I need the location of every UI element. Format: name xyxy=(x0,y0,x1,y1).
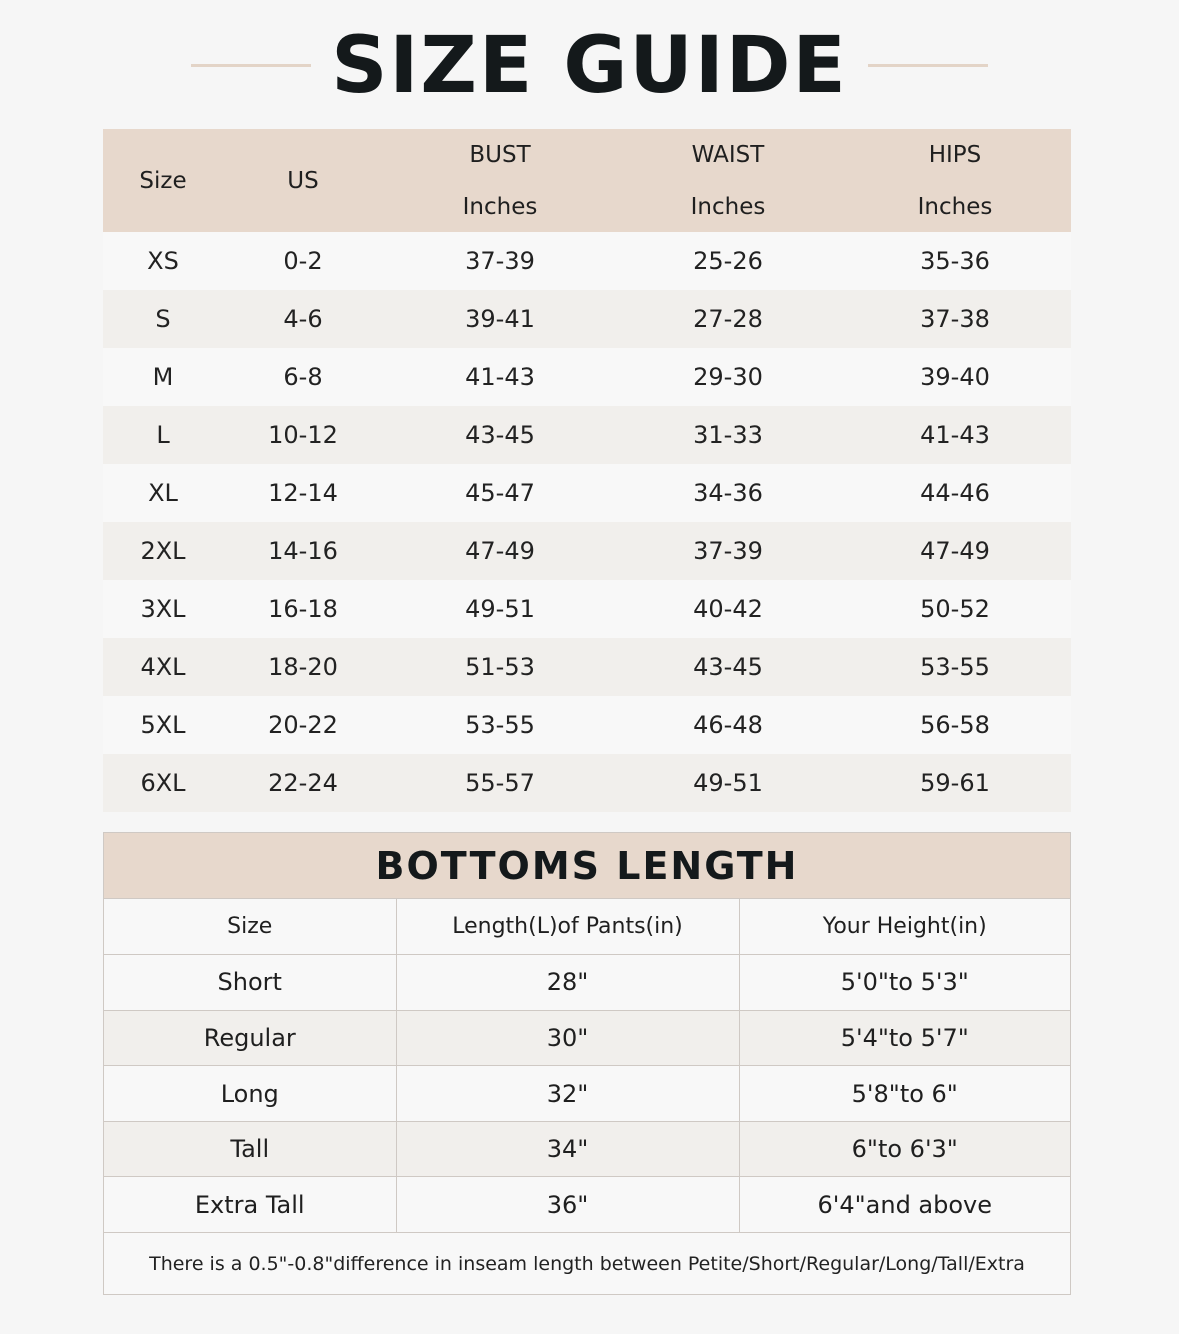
size-chart-header-row xyxy=(103,129,1071,232)
cell-size: M xyxy=(152,363,174,391)
cell-bust: 43-45 xyxy=(465,421,535,449)
bottoms-cell-size: Tall xyxy=(104,1121,396,1177)
bottoms-length-section xyxy=(103,832,1071,1295)
cell-bust: 37-39 xyxy=(465,247,535,275)
cell-size: 4XL xyxy=(140,653,186,681)
table-row xyxy=(104,1177,1070,1233)
bottoms-cell-size: Regular xyxy=(104,1010,396,1066)
cell-hips: 39-40 xyxy=(920,363,990,391)
bottoms-length-header xyxy=(104,833,1070,899)
cell-hips: 56-58 xyxy=(920,711,990,739)
cell-waist: 49-51 xyxy=(693,769,763,797)
table-row xyxy=(103,348,1071,406)
cell-bust: 39-41 xyxy=(465,305,535,333)
cell-hips: 47-49 xyxy=(920,537,990,565)
cell-hips: 59-61 xyxy=(920,769,990,797)
cell-hips: 41-43 xyxy=(920,421,990,449)
table-row xyxy=(103,522,1071,580)
cell-us: 6-8 xyxy=(283,363,323,391)
bottoms-header-height: Your Height(in) xyxy=(739,899,1070,955)
cell-hips: 53-55 xyxy=(920,653,990,681)
header-bust: BUST Inches xyxy=(462,141,538,220)
page-title: SIZE GUIDE xyxy=(331,20,848,111)
bottoms-cell-height: 5'8"to 6" xyxy=(739,1066,1070,1122)
bottoms-header-size: Size xyxy=(104,899,396,955)
bottoms-cell-length: 28" xyxy=(396,955,739,1011)
cell-size: 5XL xyxy=(140,711,186,739)
cell-bust: 41-43 xyxy=(465,363,535,391)
cell-us: 14-16 xyxy=(268,537,338,565)
bottoms-cell-length: 32" xyxy=(396,1066,739,1122)
cell-waist: 40-42 xyxy=(693,595,763,623)
table-row xyxy=(103,638,1071,696)
cell-us: 20-22 xyxy=(268,711,338,739)
header-waist: WAIST Inches xyxy=(690,141,766,220)
cell-hips: 35-36 xyxy=(920,247,990,275)
cell-bust: 47-49 xyxy=(465,537,535,565)
cell-waist: 25-26 xyxy=(693,247,763,275)
table-row xyxy=(103,290,1071,348)
table-row xyxy=(104,1121,1070,1177)
cell-us: 0-2 xyxy=(283,247,323,275)
cell-size: 2XL xyxy=(140,537,186,565)
table-row xyxy=(103,580,1071,638)
cell-size: S xyxy=(155,305,171,333)
cell-bust: 51-53 xyxy=(465,653,535,681)
header-size: Size xyxy=(139,167,187,194)
cell-hips: 44-46 xyxy=(920,479,990,507)
bottoms-cell-size: Short xyxy=(104,955,396,1011)
bottoms-cell-length: 36" xyxy=(396,1177,739,1233)
table-row xyxy=(103,754,1071,812)
size-chart-table xyxy=(103,129,1071,812)
cell-bust: 45-47 xyxy=(465,479,535,507)
bottoms-cell-size: Extra Tall xyxy=(104,1177,396,1233)
cell-waist: 29-30 xyxy=(693,363,763,391)
cell-us: 16-18 xyxy=(268,595,338,623)
title-right-divider xyxy=(868,64,988,67)
inseam-note: There is a 0.5"-0.8"difference in inseam length between Petite/Short/Regular/Long/Tall/Extra xyxy=(104,1233,1070,1294)
bottoms-cell-length: 30" xyxy=(396,1010,739,1066)
table-row xyxy=(104,1010,1070,1066)
cell-waist: 37-39 xyxy=(693,537,763,565)
cell-bust: 49-51 xyxy=(465,595,535,623)
table-row xyxy=(103,232,1071,290)
cell-waist: 34-36 xyxy=(693,479,763,507)
cell-waist: 27-28 xyxy=(693,305,763,333)
cell-bust: 55-57 xyxy=(465,769,535,797)
table-row xyxy=(104,955,1070,1011)
title-left-divider xyxy=(191,64,311,67)
table-row xyxy=(103,406,1071,464)
cell-us: 10-12 xyxy=(268,421,338,449)
bottoms-cell-size: Long xyxy=(104,1066,396,1122)
cell-us: 18-20 xyxy=(268,653,338,681)
bottoms-length-title: BOTTOMS LENGTH xyxy=(375,843,799,888)
table-row xyxy=(104,1066,1070,1122)
cell-size: 3XL xyxy=(140,595,186,623)
cell-waist: 43-45 xyxy=(693,653,763,681)
cell-hips: 37-38 xyxy=(920,305,990,333)
header-us: US xyxy=(287,167,319,194)
cell-us: 4-6 xyxy=(283,305,323,333)
header-hips: HIPS Inches xyxy=(917,141,993,220)
bottoms-cell-height: 6'4"and above xyxy=(739,1177,1070,1233)
cell-size: XS xyxy=(147,247,179,275)
table-row xyxy=(103,696,1071,754)
cell-waist: 46-48 xyxy=(693,711,763,739)
cell-bust: 53-55 xyxy=(465,711,535,739)
bottoms-header-row xyxy=(104,899,1070,955)
bottoms-header-length: Length(L)of Pants(in) xyxy=(396,899,739,955)
cell-hips: 50-52 xyxy=(920,595,990,623)
cell-us: 22-24 xyxy=(268,769,338,797)
bottoms-length-table xyxy=(104,899,1070,1233)
cell-us: 12-14 xyxy=(268,479,338,507)
cell-size: 6XL xyxy=(140,769,186,797)
bottoms-cell-height: 5'4"to 5'7" xyxy=(739,1010,1070,1066)
title-row xyxy=(0,18,1179,113)
cell-size: L xyxy=(156,421,170,449)
table-row xyxy=(103,464,1071,522)
bottoms-cell-height: 5'0"to 5'3" xyxy=(739,955,1070,1011)
cell-waist: 31-33 xyxy=(693,421,763,449)
bottoms-cell-length: 34" xyxy=(396,1121,739,1177)
bottoms-cell-height: 6"to 6'3" xyxy=(739,1121,1070,1177)
cell-size: XL xyxy=(148,479,178,507)
